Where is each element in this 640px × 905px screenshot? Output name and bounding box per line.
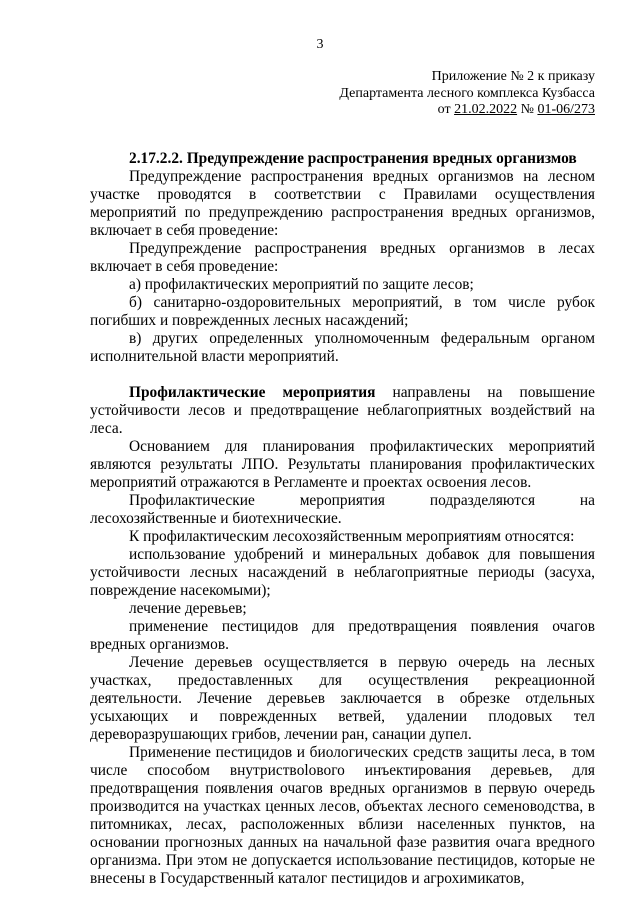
header-line-2: Департамента лесного комплекса Кузбасса — [339, 85, 595, 101]
paragraph-10: использование удобрений и минеральных добавок для повышения устойчивости лесных насаждений в неблагоприятные периоды (засуха, повреждение насекомыми); — [90, 546, 595, 599]
paragraph-13: Лечение деревьев осуществляется в первую очередь на лесных участках, предоставленных для осуществления рекреационной деятельности. Лечение деревьев заключается в обрезке отдельных усыхающих и поврежденных ветвей, удалении плодовых тел дереворазрушающих грибов, лечении ран, санации дупел. — [90, 654, 595, 743]
header-date-prefix: от — [437, 102, 455, 117]
paragraph-8: Профилактические мероприятия подразделяются на лесохозяйственные и биотехнические. — [90, 492, 595, 527]
paragraph-9: К профилактическим лесохозяйственным мероприятиям относятся: — [129, 528, 575, 545]
paragraph-11: лечение деревьев; — [129, 600, 247, 617]
page-number: 3 — [316, 37, 324, 52]
paragraph-6-rest: направлены на повышение устойчивости лесов и предотвращение неблагоприятных воздействий на леса. — [90, 384, 595, 437]
paragraph-1: Предупреждение распространения вредных организмов на лесном участке проводятся в соответствии с Правилами осуществления мероприятий по предупреждению распространения вредных организмов, включает в себя проведение: — [90, 168, 595, 239]
header-line-3 — [339, 102, 595, 119]
header-date: 21.02.2022 — [454, 102, 518, 117]
paragraph-12: применение пестицидов для предотвращения появления очагов вредных организмов. — [90, 618, 595, 653]
paragraph-6 — [90, 384, 595, 438]
paragraph-7: Основанием для планирования профилактических мероприятий являются результаты ЛПО. Результаты планирования профилактических мероприятий отражаются в Регламенте и проектах освоения лесов. — [90, 438, 595, 491]
paragraph-6-bold-term: Профилактические мероприятия — [129, 384, 376, 401]
attachment-header — [339, 69, 595, 119]
section-title: 2.17.2.2. Предупреждение распространения вредных организмов — [129, 150, 577, 167]
document-body — [90, 150, 595, 888]
paragraph-3: а) профилактических мероприятий по защите лесов; — [129, 276, 474, 293]
paragraph-14: Применение пестицидов и биологических средств защиты леса, в том числе способом внутриствolового инъектирования деревьев, для предотвращения появления очагов вредных организмов в первую очередь производится на участках ценных лесов, объектах лесного семеноводства, в питомниках, лесах, расположенных вблизи населенных пунктов, на основании прогнозных данных на начальной фазе развития очага вредного организма. При этом не допускается использование пестицидов, которые не внесены в Государственный каталог пестицидов и агрохимикатов, — [90, 744, 595, 887]
header-number-prefix: № — [517, 102, 538, 117]
paragraph-2: Предупреждение распространения вредных организмов в лесах включает в себя проведение: — [90, 240, 595, 275]
paragraph-4: б) санитарно-оздоровительных мероприятий, в том числе рубок погибших и поврежденных лесных насаждений; — [90, 294, 595, 329]
header-number: 01-06/273 — [537, 102, 595, 117]
header-line-1: Приложение № 2 к приказу — [431, 69, 595, 84]
paragraph-5: в) других определенных уполномоченным федеральным органом исполнительной власти мероприятий. — [90, 330, 595, 365]
